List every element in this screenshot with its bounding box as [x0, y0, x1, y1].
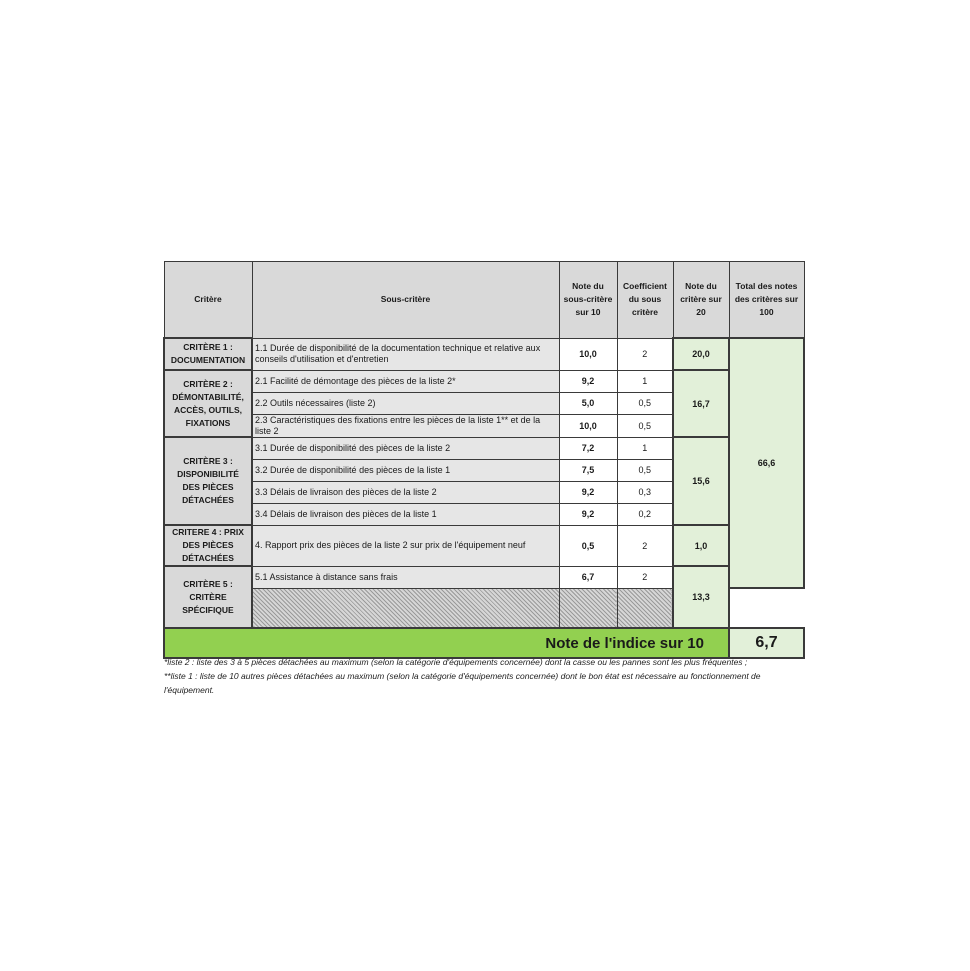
subcriterion-label: 2.3 Caractéristiques des fixations entre les pièces de la liste 1** et de la liste 2 [252, 414, 559, 437]
header-note-sous-critere: Note du sous-critère sur 10 [559, 262, 617, 339]
subcriterion-note: 0,5 [559, 525, 617, 566]
subcriterion-coef: 1 [617, 437, 673, 459]
subcriterion-label: 2.1 Facilité de démontage des pièces de la liste 2* [252, 370, 559, 392]
subcriterion-note: 9,2 [559, 481, 617, 503]
table-row [164, 437, 804, 459]
subcriterion-label: 3.1 Durée de disponibilité des pièces de la liste 2 [252, 437, 559, 459]
subcriterion-coef: 2 [617, 338, 673, 370]
final-score-value: 6,7 [729, 628, 804, 658]
criterion-3-score: 15,6 [673, 437, 729, 525]
header-total: Total des notes des critères sur 100 [729, 262, 804, 339]
hatched-cell [252, 588, 559, 628]
criterion-5-label: CRITÈRE 5 : CRITÈRE SPÉCIFIQUE [164, 566, 252, 628]
criterion-2-label: CRITÈRE 2 : DÉMONTABILITÉ, ACCÈS, OUTILS, FIXATIONS [164, 370, 252, 437]
subcriterion-note: 5,0 [559, 392, 617, 414]
table-row [164, 525, 804, 566]
criterion-1-label: CRITÈRE 1 : DOCUMENTATION [164, 338, 252, 370]
subcriterion-label: 2.2 Outils nécessaires (liste 2) [252, 392, 559, 414]
criterion-1-score: 20,0 [673, 338, 729, 370]
table-row [164, 370, 804, 392]
header-row [164, 262, 804, 339]
subcriterion-label: 3.4 Délais de livraison des pièces de la liste 1 [252, 503, 559, 525]
repairability-score-table [163, 261, 803, 655]
final-score-label: Note de l'indice sur 10 [164, 628, 729, 658]
subcriterion-coef: 0,3 [617, 481, 673, 503]
subcriterion-label: 3.2 Durée de disponibilité des pièces de la liste 1 [252, 459, 559, 481]
subcriterion-note: 9,2 [559, 370, 617, 392]
header-critere: Critère [164, 262, 252, 339]
subcriterion-label: 4. Rapport prix des pièces de la liste 2 sur prix de l'équipement neuf [252, 525, 559, 566]
header-note-critere: Note du critère sur 20 [673, 262, 729, 339]
subcriterion-note: 7,5 [559, 459, 617, 481]
subcriterion-coef: 0,5 [617, 414, 673, 437]
subcriterion-note: 10,0 [559, 414, 617, 437]
hatched-cell [559, 588, 617, 628]
footnote-liste-1: **liste 1 : liste de 10 autres pièces détachées au maximum (selon la catégorie d'équipements concernée) dont le bon état est nécessaire au fonctionnement de l'équipement. [164, 671, 761, 695]
criterion-2-score: 16,7 [673, 370, 729, 437]
subcriterion-note: 9,2 [559, 503, 617, 525]
subcriterion-label: 3.3 Délais de livraison des pièces de la liste 2 [252, 481, 559, 503]
criterion-5-score: 13,3 [673, 566, 729, 628]
subcriterion-coef: 0,2 [617, 503, 673, 525]
subcriterion-coef: 1 [617, 370, 673, 392]
criterion-4-score: 1,0 [673, 525, 729, 566]
subcriterion-coef: 0,5 [617, 392, 673, 414]
subcriterion-note: 10,0 [559, 338, 617, 370]
table-row [164, 338, 804, 370]
subcriterion-label: 5.1 Assistance à distance sans frais [252, 566, 559, 588]
subcriterion-coef: 2 [617, 566, 673, 588]
subcriterion-coef: 2 [617, 525, 673, 566]
subcriterion-label: 1.1 Durée de disponibilité de la documentation technique et relative aux conseils d'utilisation et d'entretien [252, 338, 559, 370]
subcriterion-note: 6,7 [559, 566, 617, 588]
final-score-row [164, 628, 804, 658]
total-score: 66,6 [729, 338, 804, 588]
subcriterion-note: 7,2 [559, 437, 617, 459]
header-sous-critere: Sous-critère [252, 262, 559, 339]
header-coefficient: Coefficient du sous critère [617, 262, 673, 339]
subcriterion-coef: 0,5 [617, 459, 673, 481]
footnote-liste-2: *liste 2 : liste des 3 à 5 pièces détachées au maximum (selon la catégorie d'équipements concernée) dont la casse ou les pannes sont les plus fréquentes ; [164, 657, 748, 667]
footnotes [164, 655, 764, 697]
hatched-cell [617, 588, 673, 628]
criterion-4-label: CRITERE 4 : PRIX DES PIÈCES DÉTACHÉES [164, 525, 252, 566]
table-row [164, 566, 804, 588]
criterion-3-label: CRITÈRE 3 : DISPONIBILITÉ DES PIÈCES DÉTACHÉES [164, 437, 252, 525]
